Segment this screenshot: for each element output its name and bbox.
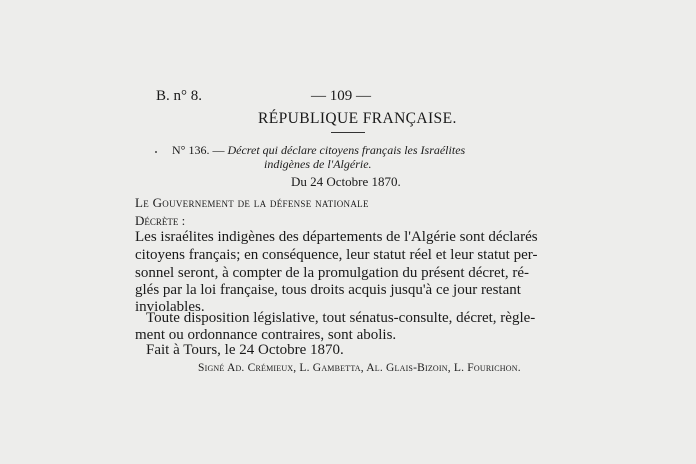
- body-line: glés par la loi française, tous droits acquis jusqu'à ce jour restant: [135, 282, 521, 298]
- body-line: sonnel seront, à compter de la promulgation du présent décret, ré-: [135, 265, 530, 281]
- decrees-line: Décrète :: [135, 213, 186, 228]
- decree-date: Du 24 Octobre 1870.: [291, 174, 401, 189]
- page-title: RÉPUBLIQUE FRANÇAISE.: [258, 110, 457, 127]
- title-rule: [331, 132, 365, 133]
- page-number: — 109 —: [311, 88, 371, 104]
- body-line: ment ou ordonnance contraires, sont abolis.: [135, 327, 397, 343]
- government-line: Le Gouvernement de la défense nationale: [135, 195, 369, 210]
- decree-title-line2: indigènes de l'Algérie.: [264, 157, 372, 171]
- body-line: inviolables.: [135, 299, 205, 315]
- body-line: Les israélites indigènes des départements de l'Algérie sont déclarés: [135, 229, 538, 245]
- decree-heading-line1: [172, 143, 465, 158]
- speck-mark: [155, 151, 157, 153]
- signatures-line: Signé Ad. Crémieux, L. Gambetta, Al. Glais-Bizoin, L. Fourichon.: [198, 362, 521, 374]
- body-line: Toute disposition législative, tout sénatus-consulte, décret, règle-: [146, 310, 536, 326]
- bulletin-number: B. n° 8.: [156, 88, 203, 104]
- decree-title-line1: Décret qui déclare citoyens français les Israélites: [227, 143, 466, 157]
- decree-number: N° 136. —: [172, 143, 228, 157]
- body-line: citoyens français; en conséquence, leur statut réel et leur statut per-: [135, 247, 538, 263]
- done-at-line: Fait à Tours, le 24 Octobre 1870.: [146, 342, 344, 358]
